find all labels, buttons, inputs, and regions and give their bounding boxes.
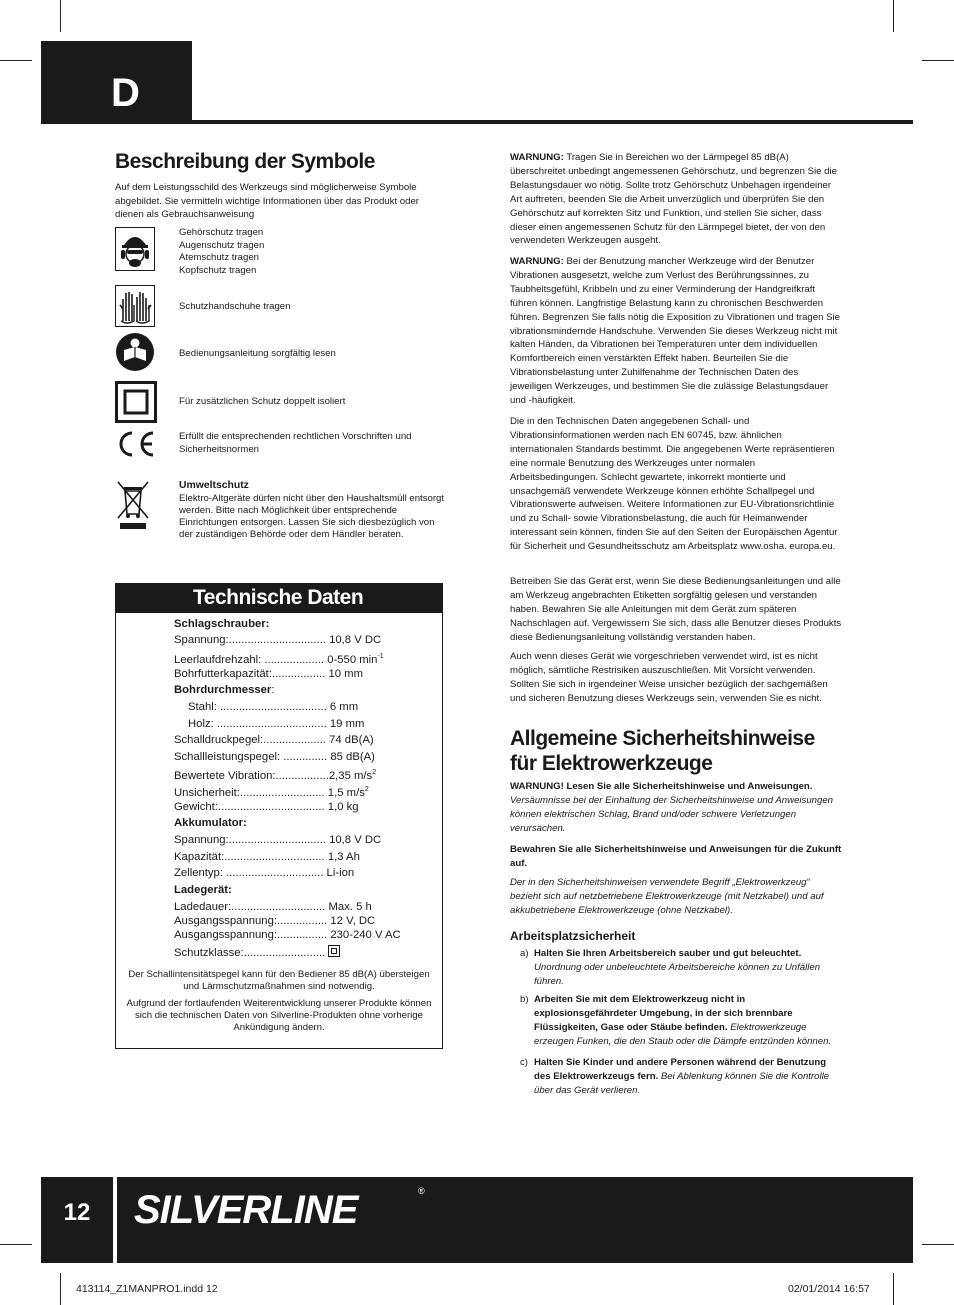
spec-capacity: Kapazität:................................ 1,3 Ah	[174, 851, 360, 863]
symbol-row-manual	[115, 332, 445, 374]
general-safety-title: Allgemeine Sicherheitshinweise für Elektrowerkzeuge	[510, 727, 815, 775]
general-definition: Der in den Sicherheitshinweisen verwendete Begriff „Elektrowerkzeug“ bezieht sich auf netzbetriebene Elektrowerkzeuge (mit Netzkabel) und auf akkubetriebene Elektrowerkzeuge (ohne Netzkabel).	[510, 877, 824, 916]
crop-mark	[893, 0, 894, 32]
symbol-row-ce	[115, 429, 445, 465]
spec-output-ac: Ausgangsspannung:................ 230-240 V AC	[174, 929, 401, 941]
double-insulated-icon	[115, 381, 157, 423]
spec-sound-pressure: Schalldruckpegel:.................... 74 dB(A)	[174, 734, 374, 746]
spec-bat-voltage: Spannung:............................... 10,8 V DC	[174, 834, 382, 846]
symbol-title-weee: Umweltschutz	[179, 480, 249, 491]
spec-wood: Holz: ................................... 19 mm	[188, 718, 365, 730]
tech-note-noise: Der Schallintensitätspegel kann für den Bediener 85 dB(A) übersteigen und Lärmschutzmaßnahmen sind notwendig.	[128, 969, 430, 992]
symbol-text-eye: Augenschutz tragen	[179, 239, 265, 251]
page-number: 12	[63, 1199, 91, 1226]
symbol-text-manual: Bedienungsanleitung sorgfältig lesen	[179, 348, 336, 359]
spec-steel: Stahl: .................................. 6 mm	[188, 701, 359, 713]
spec-no-load: Leerlaufdrehzahl: ................... 0-550 $\min^{-1}$	[174, 653, 384, 666]
spec-cell: Zellentyp: ............................... Li-ion	[174, 867, 355, 879]
workplace-safety-heading: Arbeitsplatzsicherheit	[510, 929, 636, 943]
registered-mark: ®	[418, 1186, 425, 1196]
symbol-row-ppe	[115, 227, 445, 277]
tech-note-specs: Aufgrund der fortlaufenden Weiterentwicklung unserer Produkte können sich die technischen Daten von Silverline-Produkten ohne vorherige Ankündigung ändern.	[126, 998, 432, 1033]
paragraph-standards: Die in den Technischen Daten angegebenen Schall- und Vibrationsinformationen werden nach EN 60745, bzw. ähnlichen internationalen Standards bestimmt. Die angegebenen Werte repräsentieren eine normale Benutzung des Werkzeuges unter normalen Arbeitsbedingungen. Schlecht gewartete, inkorrekt montierte und unsachgemäß verwendete Werkzeuge können erhöhte Schallpegel und Vibrationswerte aufweisen. Weitere Informationen zur EU-Vibrationsrichtlinie und zu Schall- sowie Vibrationsbelastung, die auch für Heimanwender interessant sein können, finden Sie auf den Seiten der Europäischen Agentur für Sicherheit und Gesundheitsschutz am Arbeitsplatz www.osha. europa.eu.	[510, 416, 838, 553]
spec-output-dc: Ausgangsspannung:................ 12 V, DC	[174, 915, 376, 927]
crop-mark	[60, 1273, 61, 1305]
double-insulated-small-icon	[328, 945, 340, 957]
footer-separator	[113, 1177, 117, 1263]
weee-bin-icon	[115, 478, 151, 530]
spec-vibration: Bewertete Vibration:.................2,35 $m/s^2$	[174, 769, 377, 782]
general-warning: WARNUNG! Lesen Sie alle Sicherheitshinweise und Anweisungen. Versäumnisse bei der Einhaltung der Sicherheitshinweise und Anweisungen können elektrischen Schlag, Brand und/oder schwere Verletzungen verursachen.	[510, 781, 834, 834]
crop-mark	[922, 60, 954, 61]
spec-heading-battery: Akkumulator:	[174, 817, 247, 829]
crop-mark	[893, 1273, 894, 1305]
gloves-icon	[115, 285, 155, 327]
symbol-row-double-insulated	[115, 381, 445, 423]
symbol-text-ear: Gehörschutz tragen	[179, 227, 264, 238]
crop-mark	[0, 1244, 32, 1245]
symbol-text-head: Kopfschutz tragen	[179, 264, 257, 276]
ce-mark-icon	[115, 429, 157, 459]
header-rule	[41, 120, 913, 124]
symbol-text-double-insulated: Für zusätzlichen Schutz doppelt isoliert	[179, 396, 346, 407]
print-date: 02/01/2014 16:57	[788, 1283, 870, 1295]
symbols-intro: Auf dem Leistungsschild des Werkzeugs sind möglicherweise Symbole abgebildet. Sie vermitteln wichtige Informationen über das Produkt oder dienen als Gebrauchsanweisung	[115, 182, 419, 221]
symbol-text-breath: Atemschutz tragen	[179, 252, 259, 264]
crop-mark	[922, 1244, 954, 1245]
warning-noise: WARNUNG: Tragen Sie in Bereichen wo der Lärmpegel 85 dB(A) überschreitet unbedingt angemessenen Gehörschutz, und begrenzen Sie die Belastungsdauer wo nötig. Sollte trotz Gehörschutz Unbehagen irgendeiner Art auftreten, beenden Sie die Arbeit unverzüglich und überprüfen Sie den Gehörschutz auf korrekten Sitz und Funktion, und stellen Sie sicher, dass dieser einen angemessenen Schutz für den Lärmpegel bietet, der von den verwendeten Werkzeugen ausgeht.	[510, 152, 837, 247]
general-keep: Bewahren Sie alle Sicherheitshinweise und Anweisungen für die Zukunft auf.	[510, 844, 842, 869]
spec-heading-charger: Ladegerät:	[174, 884, 232, 896]
list-item-a: a) Halten Sie Ihren Arbeitsbereich sauber und gut beleuchtet. Unordnung oder unbeleuchtete Arbeitsbereiche können zu Unfällen führen.	[520, 948, 821, 987]
symbol-text-ce: Erfüllt die entsprechenden rechtlichen Vorschriften und Sicherheitsnormen	[179, 431, 412, 455]
spec-sound-power: Schallleistungspegel: .............. 85 dB(A)	[174, 751, 375, 763]
spec-voltage: Spannung:............................... 10,8 V DC	[174, 634, 382, 646]
tech-data-title: Technische Daten	[116, 584, 442, 613]
crop-mark	[0, 60, 32, 61]
symbol-text-weee: Elektro-Altgeräte dürfen nicht über den Haushaltsmüll entsorgt werden. Bitte nach Möglichkeit über entsprechende Einrichtungen entsorgen. Lassen Sie sich diesbezüglich von der zuständigen Behörde oder dem Händler beraten.	[179, 492, 445, 541]
silverline-logo: SILVERLINE	[134, 1188, 358, 1232]
symbol-row-weee	[115, 478, 445, 544]
spec-heading-impact: Schlagschrauber:	[174, 618, 270, 630]
list-item-c: c) Halten Sie Kinder und andere Personen während der Benutzung des Elektrowerkzeugs fern. Bei Ablenkung können Sie die Kontrolle über das Gerät verlieren.	[520, 1057, 830, 1096]
spec-weight: Gewicht:.................................. 1,0 kg	[174, 801, 359, 813]
file-info: 413114_Z1MANPRO1.indd 12	[76, 1283, 218, 1295]
symbol-text-gloves: Schutzhandschuhe tragen	[179, 301, 291, 312]
spec-charge-time: Ladedauer:.............................. Max. 5 h	[174, 901, 372, 913]
paragraph-residual-risk: Auch wenn dieses Gerät wie vorgeschrieben verwendet wird, ist es nicht möglich, sämtliche Restrisiken auszuschließen. Mit Vorsicht verwenden. Sollten Sie sich in irgendeiner Weise unsicher bezüglich der sachgemäßen und sicheren Benutzung dieses Werkzeugs sein, verwenden Sie es nicht.	[510, 651, 828, 704]
section-badge: D	[41, 41, 192, 123]
paragraph-instructions: Betreiben Sie das Gerät erst, wenn Sie diese Bedienungsanleitungen und alle am Werkzeug angebrachten Etiketten sorgfältig gelesen und verstanden haben. Bewahren Sie alle Anleitungen mit dem Gerät zum späteren Nachschlagen auf. Vergewissern Sie sich, dass alle Benutzer dieses Produkts diese Bedienungsanleitung vollständig verstanden haben.	[510, 576, 842, 643]
symbol-row-gloves	[115, 285, 445, 327]
ppe-head-icon	[115, 227, 155, 271]
warning-vibration: WARNUNG: Bei der Benutzung mancher Werkzeuge wird der Benutzer Vibrationen ausgesetzt, welche zum Verlust des Berührungssinnes, zu Taubheitsgefühl, Kribbeln und zu einer Verminderung der Handgreifkraft führen können. Langfristige Belastung kann zu chronischen Beschwerden führen. Begrenzen Sie falls nötig die Exposition zu Vibrationen und tragen Sie vibrationsmindernde Handschuhe. Verwenden Sie dieses Werkzeug nicht mit kalten Händen, da Vibrationen bei Temperaturen unter dem individuellen Komfortbereich einen verstärkten Effekt haben. Beurteilen Sie die Vibrationsbelastung unter Zuhilfenahme der Technischen Daten des jeweiligen Werkzeuges, und bestimmen Sie die zulässige Belastungsdauer und -häufigkeit.	[510, 256, 840, 407]
crop-mark	[60, 0, 61, 32]
symbols-title: Beschreibung der Symbole	[115, 150, 375, 173]
list-item-b: b) Arbeiten Sie mit dem Elektrowerkzeug nicht in explosionsgefährdeter Umgebung, in der sich brennbare Flüssigkeiten, Gase oder Stäube befinden. Elektrowerkzeuge erzeugen Funken, die den Staub oder die Dämpfe entzünden können.	[520, 994, 832, 1047]
spec-uncertainty: Unsicherheit:........................... 1,5 $m/s^2$	[174, 786, 369, 799]
tech-data-box	[115, 583, 443, 1049]
spec-bore: Bohrdurchmesser:	[174, 684, 275, 696]
spec-protection-class: Schutzklasse:..........................	[174, 945, 340, 960]
manual-icon	[115, 332, 155, 372]
spec-chuck: Bohrfutterkapazität:................. 10 mm	[174, 668, 363, 680]
